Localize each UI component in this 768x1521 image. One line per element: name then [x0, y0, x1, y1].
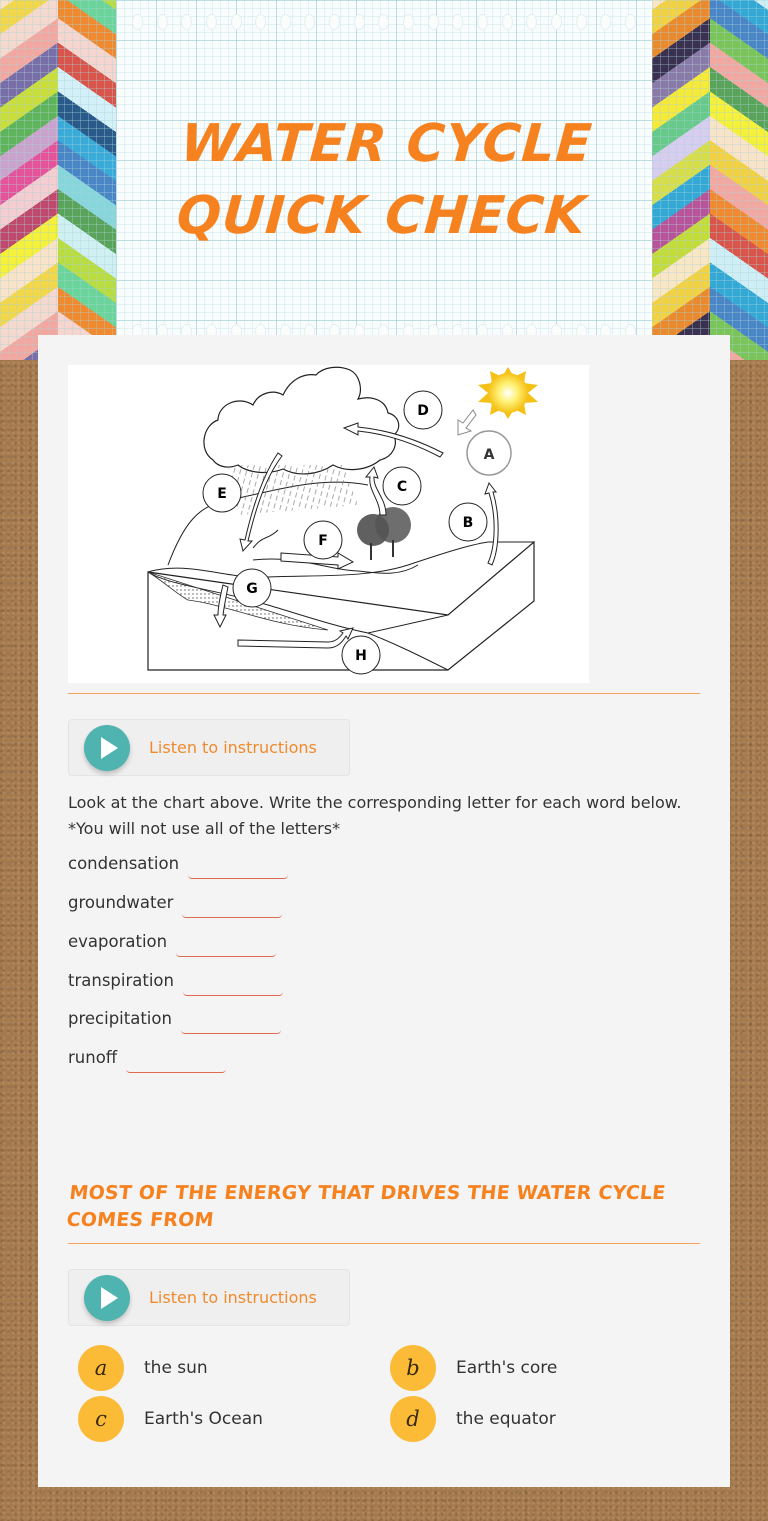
chevron-pattern-left [0, 0, 116, 360]
instructions-line: Look at the chart above. Write the corresponding letter for each word below. [68, 793, 682, 812]
section-divider [68, 693, 700, 694]
listen-instructions-button-2[interactable] [68, 1269, 350, 1326]
condensation-answer-input[interactable] [188, 855, 288, 879]
svg-text:F: F [318, 533, 328, 549]
svg-text:H: H [355, 648, 367, 664]
fill-label: transpiration [68, 971, 174, 990]
fill-row-condensation [68, 853, 288, 879]
transpiration-answer-input[interactable] [183, 972, 283, 996]
evaporation-answer-input[interactable] [176, 933, 276, 957]
worksheet-card [38, 335, 730, 1487]
water-cycle-illustration [68, 365, 589, 683]
svg-text:G: G [246, 581, 258, 597]
runoff-answer-input[interactable] [126, 1049, 226, 1073]
fill-row-transpiration [68, 970, 283, 996]
svg-text:D: D [417, 403, 429, 419]
listen-label: Listen to instructions [149, 738, 317, 757]
question-heading: MOST OF THE ENERGY THAT DRIVES THE WATER CYCLE COMES FROM [65, 1182, 667, 1231]
option-letter-badge: c [78, 1396, 124, 1442]
instructions-note: *You will not use all of the letters* [68, 819, 341, 838]
option-label: Earth's core [456, 1358, 558, 1378]
binder-holes-top [132, 14, 636, 30]
svg-text:E: E [217, 486, 227, 502]
chevron-pattern-right [652, 0, 768, 360]
fill-label: runoff [68, 1048, 118, 1067]
option-label: Earth's Ocean [144, 1409, 263, 1429]
play-icon [84, 1275, 130, 1321]
fill-row-groundwater [68, 892, 282, 918]
svg-text:B: B [462, 515, 474, 531]
fill-label: precipitation [68, 1009, 172, 1028]
option-c[interactable] [78, 1396, 263, 1442]
svg-text:C: C [396, 479, 408, 495]
listen-instructions-button[interactable] [68, 719, 350, 776]
worksheet-header [0, 0, 768, 360]
option-label: the equator [456, 1409, 556, 1429]
svg-text:A: A [483, 447, 495, 463]
option-letter-badge: d [390, 1396, 436, 1442]
section-divider [68, 1243, 700, 1244]
fill-row-evaporation [68, 931, 276, 957]
option-a[interactable] [78, 1345, 208, 1391]
fill-label: evaporation [68, 932, 168, 951]
precipitation-answer-input[interactable] [181, 1010, 281, 1034]
option-d[interactable] [390, 1396, 556, 1442]
sun-icon [478, 367, 538, 419]
listen-label: Listen to instructions [149, 1288, 317, 1307]
option-label: the sun [144, 1358, 208, 1378]
play-icon [84, 725, 130, 771]
option-letter-badge: b [390, 1345, 436, 1391]
water-cycle-diagram [68, 365, 589, 683]
instructions-text [68, 790, 708, 842]
option-letter-badge: a [78, 1345, 124, 1391]
page-title: WATER CYCLE QUICK CHECK [174, 114, 595, 246]
fill-row-precipitation [68, 1008, 281, 1034]
option-b[interactable] [390, 1345, 557, 1391]
fill-label: condensation [68, 854, 180, 873]
fill-row-runoff [68, 1047, 226, 1073]
groundwater-answer-input[interactable] [182, 894, 282, 918]
fill-label: groundwater [68, 893, 174, 912]
